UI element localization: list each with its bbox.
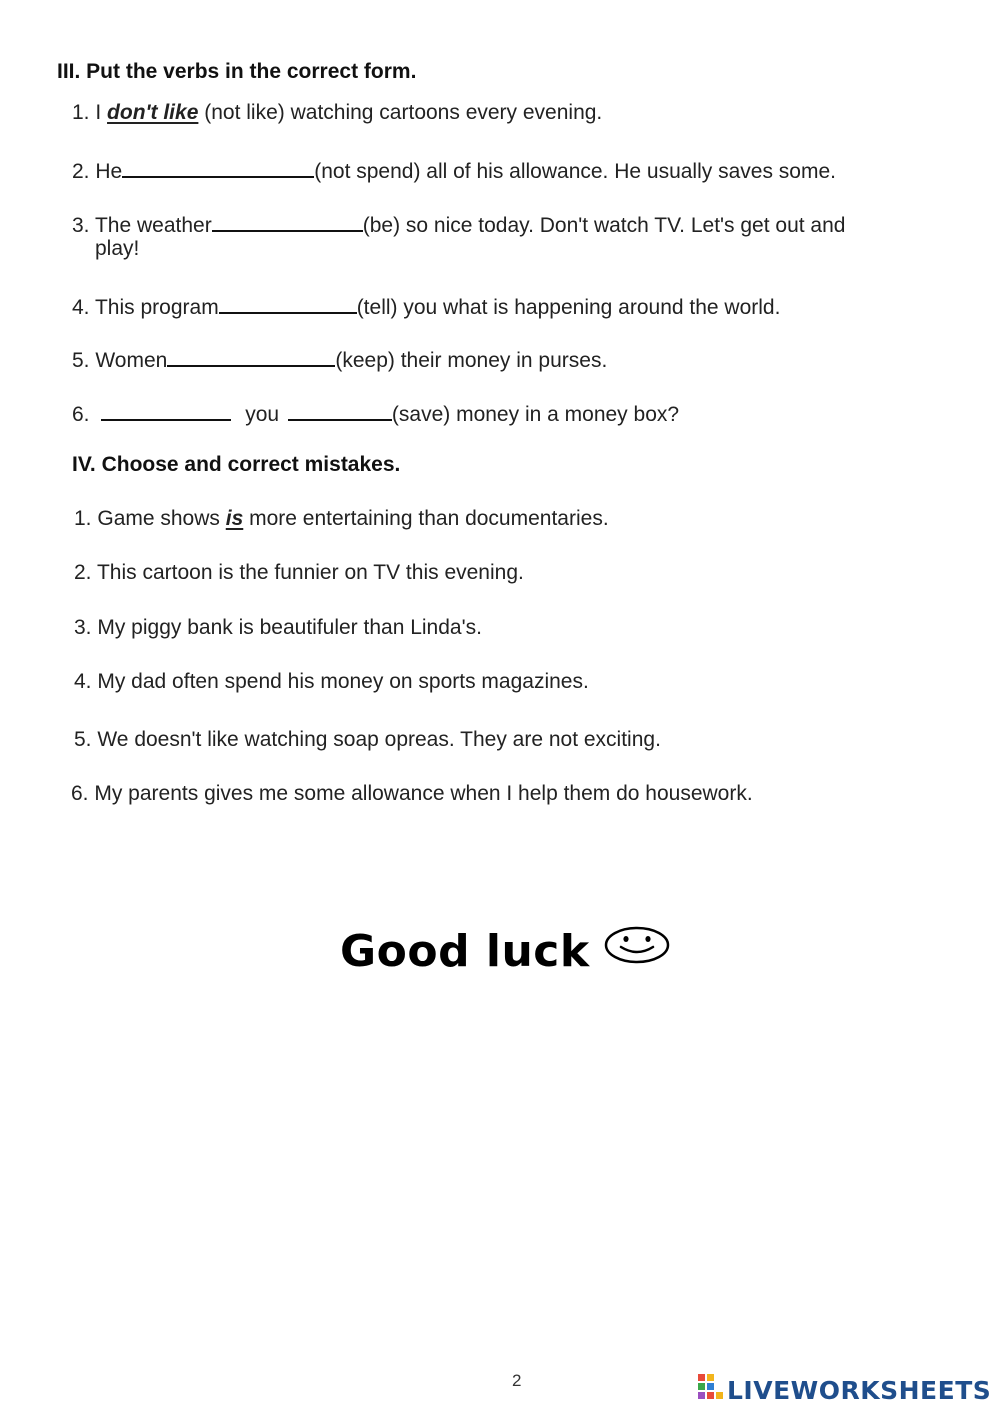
item-text-mid: you: [245, 403, 280, 426]
item-number: 3.: [74, 616, 92, 639]
page-number: 2: [512, 1371, 522, 1390]
item-text-pre: He: [95, 160, 123, 183]
answer-blank-verb[interactable]: [288, 399, 392, 421]
exercise-4-item-1: [74, 507, 609, 531]
item-number: 2.: [74, 561, 92, 584]
liveworksheets-brand: [698, 1376, 991, 1406]
item-text-post: more entertaining than documentaries.: [249, 507, 609, 530]
exercise-4-item-4[interactable]: [74, 670, 589, 694]
answer-blank[interactable]: [167, 345, 335, 367]
answer-blank[interactable]: [122, 156, 314, 178]
item-text-post: (not spend) all of his allowance. He usually saves some.: [314, 160, 836, 183]
item-number: 2.: [72, 160, 90, 183]
item-text-post: (be) so nice today. Don't watch TV. Let's get out and: [362, 214, 846, 237]
exercise-3-item-4: [72, 292, 780, 320]
section-3-heading: III. Put the verbs in the correct form.: [57, 60, 417, 83]
item-text-post: (save) money in a money box?: [391, 403, 680, 426]
exercise-4-item-2[interactable]: [74, 561, 524, 585]
item-text-pre: Game shows: [97, 507, 220, 530]
marked-mistake: is: [225, 507, 244, 530]
item-number: 6.: [72, 403, 90, 426]
answer-blank-auxiliary[interactable]: [101, 399, 231, 421]
exercise-4-item-3[interactable]: [74, 616, 482, 640]
item-text-pre: I: [95, 101, 102, 124]
exercise-3-item-6: [72, 399, 679, 427]
item-number: 3.: [72, 214, 90, 237]
item-text-pre: The weather: [94, 214, 212, 237]
liveworksheets-logo-icon: [698, 1374, 724, 1406]
item-text-pre: Women: [95, 349, 168, 372]
exercise-3-item-2: [72, 156, 836, 184]
item-text: My piggy bank is beautifuler than Linda's.: [97, 616, 482, 639]
item-text-continuation: play!: [95, 237, 140, 260]
exercise-3-item-1: [72, 101, 602, 125]
item-number: 5.: [74, 728, 92, 751]
item-text-post: (tell) you what is happening around the world.: [356, 296, 781, 319]
item-number: 1.: [72, 101, 90, 124]
item-number: 1.: [74, 507, 92, 530]
good-luck-text: Good luck: [340, 926, 590, 977]
answer-blank[interactable]: [212, 210, 363, 232]
example-answer: don't like: [107, 101, 199, 124]
brand-text: LIVEWORKSHEETS: [727, 1376, 992, 1405]
item-number: 4.: [74, 670, 92, 693]
exercise-3-item-5: [72, 345, 607, 373]
item-number: 6.: [71, 782, 89, 805]
item-text: My parents gives me some allowance when I help them do housework.: [94, 782, 753, 805]
exercise-4-item-5[interactable]: [74, 728, 661, 752]
smiley-face-icon: [604, 925, 670, 976]
section-4-heading: IV. Choose and correct mistakes.: [72, 453, 401, 476]
answer-blank[interactable]: [219, 292, 357, 314]
item-text-post: (not like) watching cartoons every evening.: [204, 101, 603, 124]
exercise-4-item-6[interactable]: [71, 782, 753, 806]
item-text: We doesn't like watching soap opreas. They are not exciting.: [97, 728, 661, 751]
item-number: 5.: [72, 349, 90, 372]
item-text: This cartoon is the funnier on TV this evening.: [96, 561, 524, 584]
item-text-post: (keep) their money in purses.: [335, 349, 608, 372]
item-text: My dad often spend his money on sports magazines.: [97, 670, 589, 693]
exercise-3-item-3: [72, 210, 845, 238]
item-number: 4.: [72, 296, 90, 319]
item-text-pre: This program: [94, 296, 219, 319]
good-luck-message: [340, 926, 670, 977]
